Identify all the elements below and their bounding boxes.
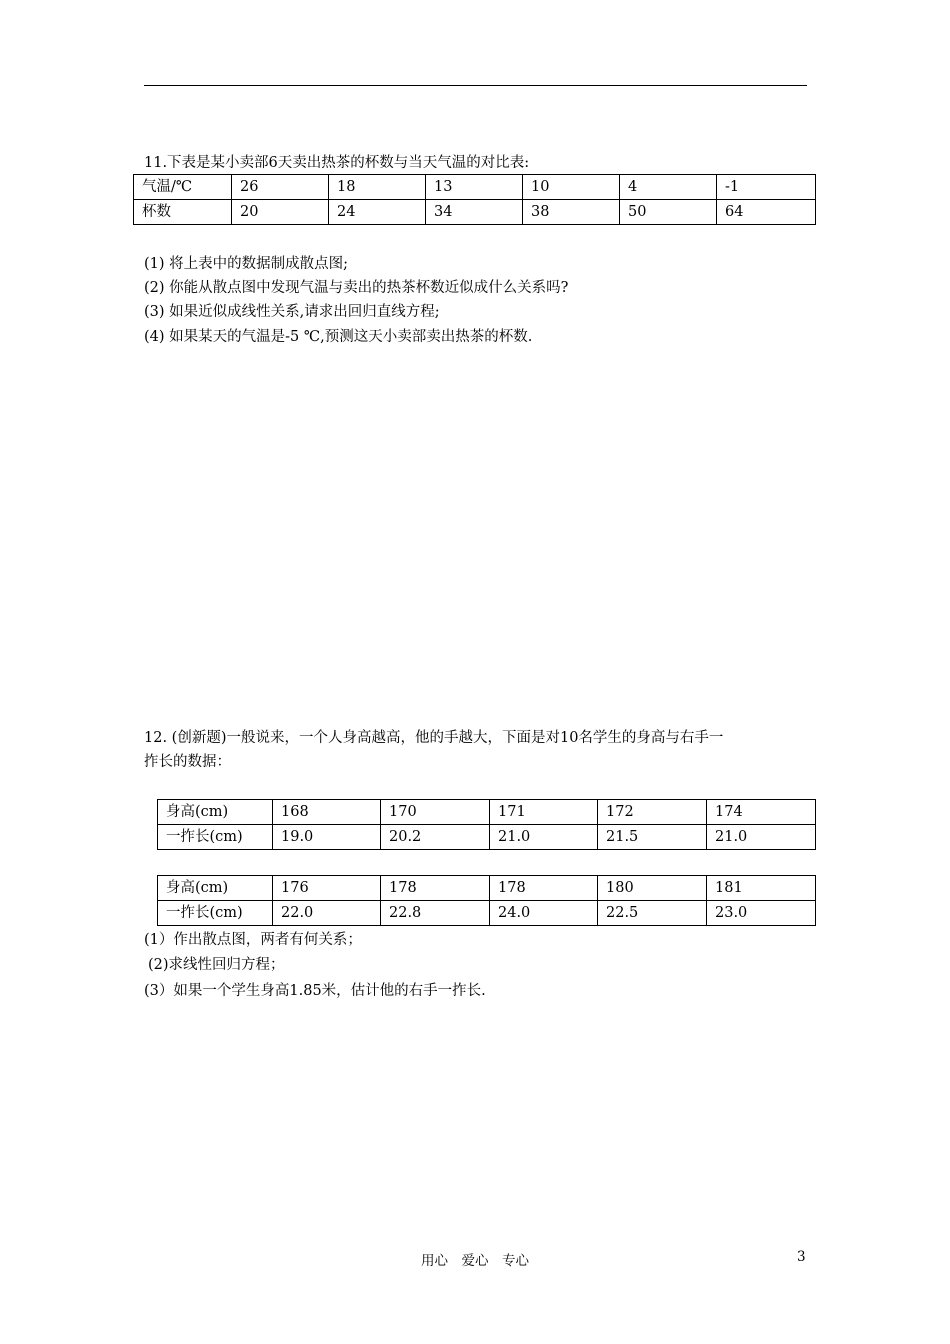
table-cell: 4 xyxy=(620,175,717,200)
table-cell: 21.0 xyxy=(707,825,816,850)
table-cell: 19.0 xyxy=(273,825,381,850)
table-cell: 180 xyxy=(598,876,707,901)
table-cell: -1 xyxy=(717,175,816,200)
q12-title-line-1: 12. (创新题)一般说来，一个人身高越高，他的手越大，下面是对10名学生的身高与右手一 xyxy=(144,730,724,746)
table-cell: 10 xyxy=(523,175,620,200)
q11-title: 11.下表是某小卖部6天卖出热茶的杯数与当天气温的对比表: xyxy=(144,155,530,171)
q12-table-1-row-height xyxy=(158,800,816,825)
table-cell: 21.0 xyxy=(490,825,598,850)
table-cell: 64 xyxy=(717,200,816,225)
footer-motto: 用心 爱心 专心 xyxy=(421,1253,529,1269)
q12-title-line-2: 拃长的数据： xyxy=(144,754,231,770)
table-cell: 172 xyxy=(598,800,707,825)
table-cell: 22.8 xyxy=(381,901,490,926)
q12-part-2: (2)求线性回归方程； xyxy=(148,957,285,973)
table-cell: 23.0 xyxy=(707,901,816,926)
table-cell: 34 xyxy=(426,200,523,225)
q12-part-3: (3）如果一个学生身高1.85米，估计他的右手一拃长. xyxy=(144,983,486,999)
table-cell: 178 xyxy=(490,876,598,901)
table-cell: 181 xyxy=(707,876,816,901)
table-cell: 178 xyxy=(381,876,490,901)
header-rule xyxy=(144,85,807,86)
q11-part-4: (4) 如果某天的气温是-5 ℃,预测这天小卖部卖出热茶的杯数. xyxy=(144,329,533,345)
table-cell: 168 xyxy=(273,800,381,825)
table-cell: 50 xyxy=(620,200,717,225)
q12-table-2-row-height xyxy=(158,876,816,901)
table-cell: 38 xyxy=(523,200,620,225)
table-cell: 一拃长(cm) xyxy=(158,825,273,850)
q11-table-row-cups xyxy=(134,200,816,225)
q12-table-2-row-span xyxy=(158,901,816,926)
table-cell: 20 xyxy=(232,200,329,225)
table-cell: 26 xyxy=(232,175,329,200)
table-cell: 21.5 xyxy=(598,825,707,850)
q12-part-1: (1）作出散点图，两者有何关系； xyxy=(144,932,362,948)
table-cell: 174 xyxy=(707,800,816,825)
page-number: 3 xyxy=(797,1249,806,1265)
table-cell: 身高(cm) xyxy=(158,876,273,901)
table-cell: 18 xyxy=(329,175,426,200)
q11-part-2: (2) 你能从散点图中发现气温与卖出的热茶杯数近似成什么关系吗? xyxy=(144,280,569,296)
table-cell: 气温/℃ xyxy=(134,175,232,200)
q11-table xyxy=(133,174,816,225)
table-cell: 24.0 xyxy=(490,901,598,926)
table-cell: 身高(cm) xyxy=(158,800,273,825)
table-cell: 13 xyxy=(426,175,523,200)
table-cell: 20.2 xyxy=(381,825,490,850)
table-cell: 24 xyxy=(329,200,426,225)
table-cell: 22.5 xyxy=(598,901,707,926)
table-cell: 170 xyxy=(381,800,490,825)
table-cell: 176 xyxy=(273,876,381,901)
q12-table-1 xyxy=(157,799,816,850)
table-cell: 一拃长(cm) xyxy=(158,901,273,926)
table-cell: 杯数 xyxy=(134,200,232,225)
table-cell: 22.0 xyxy=(273,901,381,926)
table-cell: 171 xyxy=(490,800,598,825)
q11-part-3: (3) 如果近似成线性关系,请求出回归直线方程; xyxy=(144,304,440,320)
q11-table-row-temperature xyxy=(134,175,816,200)
q12-table-1-row-span xyxy=(158,825,816,850)
q11-part-1: (1) 将上表中的数据制成散点图; xyxy=(144,256,349,272)
q12-table-2 xyxy=(157,875,816,926)
